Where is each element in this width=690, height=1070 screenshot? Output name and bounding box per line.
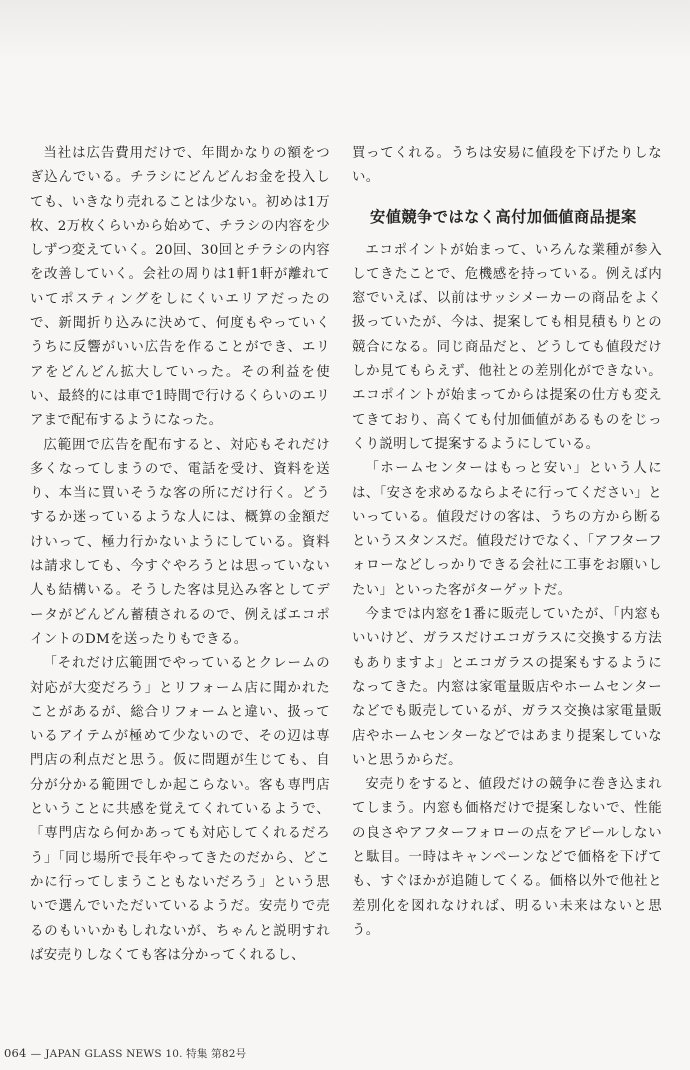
page-top-shadow — [0, 0, 690, 60]
body-paragraph: 「それだけ広範囲でやっているとクレームの対応が大変だろう」とリフォーム店に聞かれたことがあるが、総合リフォームと違い、扱っているアイテムが極めて少ないので、その辺は専門店の利点だと思う。仮に問題が生じても、自分が分かる範囲でしか起こらない。客も専門店ということに共感を覚えてくれているようで、「専門店なら何かあっても対応してくれるだろう」「同じ場所で長年やってきたのだから、どこかに行ってしまうこともないだろう」という思いで選んでいただいているようだ。安売りで売るのもいいかもしれないが、ちゃんと説明すれば安売りしなくても客は分かってくれるし、 — [30, 656, 330, 963]
body-paragraph: 今までは内窓を1番に販売していたが、「内窓もいいけど、ガラスだけエコガラスに交換する方法もありますよ」とエコガラスの提案もするようになってきた。内窓は家電量販店やホームセンターなどでも販売しているが、ガラス交換は家電量販店やホームセンターなどではあまり提案していないと思うからだ。 — [352, 607, 662, 768]
page-footer — [4, 1046, 246, 1061]
body-paragraph: 当社は広告費用だけで、年間かなりの額をつぎ込んでいる。チラシにどんどんお金を投入しても、いきなり売れることは少ない。初めは1万枚、2万枚くらいから始めて、チラシの内容を少しずつ変えていく。20回、30回とチラシの内容を改善していく。会社の周りは1軒1軒が離れていてポスティングをしにくいエリアだったので、新聞折り込みに決めて、何度もやっていくうちに反響がいい広告を作ることができ、エリアをどんどん拡大していった。その利益を使い、最終的には車で1時間で行けるくらいのエリアまで配布するようになった。 — [30, 146, 330, 429]
body-paragraph: 安売りをすると、値段だけの競争に巻き込まれてしまう。内窓も価格だけで提案しないで、性能の良さやアフターフォローの点をアピールしないと駄目。一時はキャンペーンなどで価格を下げても、すぐほかが追随してくる。価格以外で他社と差別化を図れなければ、明るい未来はないと思う。 — [352, 777, 662, 938]
section-heading: 安値競争ではなく高付加価値商品提案 — [370, 207, 637, 226]
continuation-paragraph: 買ってくれる。うちは安易に値段を下げたりしない。 — [352, 146, 662, 186]
body-paragraph: 広範囲で広告を配布すると、対応もそれだけ多くなってしまうので、電話を受け、資料を送り、本当に買いそうな客の所にだけ行く。どうするか迷っているような人には、概算の金額だけいって、極力行かないようにしている。資料は請求しても、今すぐやろうとは思っていない人も結構いる。そうした客は見込み客としてデータがどんどん蓄積されるので、例えばエコポイントのDMを送ったりもできる。 — [30, 437, 330, 647]
page-number: 064 — [4, 1046, 27, 1060]
right-column — [352, 142, 662, 943]
left-column — [30, 142, 330, 968]
body-paragraph: エコポイントが始まって、いろんな業種が参入してきたことで、危機感を持っている。例えば内窓でいえば、以前はサッシメーカーの商品をよく扱っていたが、今は、提案しても相見積もりとの競合になる。同じ商品だと、どうしても値段だけしか見てもらえず、他社との差別化ができない。エコポイントが始まってからは提案の仕方も変えてきており、高くても付加価値があるものをじっくり説明して提案するようにしている。 — [352, 242, 662, 452]
body-paragraph: 「ホームセンターはもっと安い」という人には、「安さを求めるならよそに行ってください」といっている。値段だけの客は、うちの方から断るというスタンスだ。値段だけでなく、「アフターフォローなどしっかりできる会社に工事をお願いしたい」といった客がターゲットだ。 — [352, 461, 662, 598]
magazine-name: JAPAN GLASS NEWS — [45, 1048, 162, 1060]
issue-label: 10. 特集 第82号 — [165, 1048, 247, 1060]
footer-dash: — — [30, 1048, 42, 1060]
